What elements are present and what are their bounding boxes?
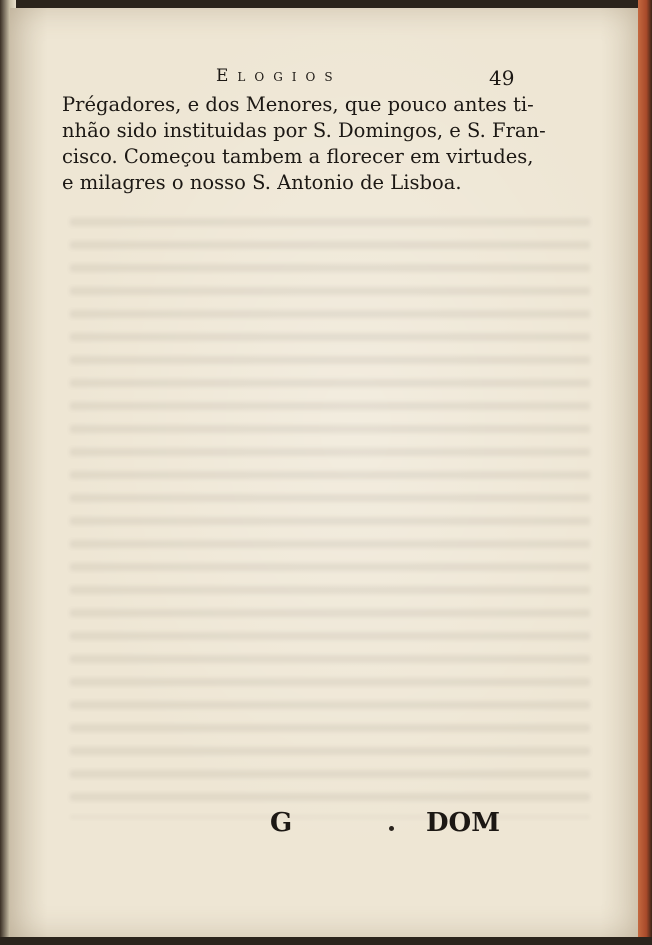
show-through-text xyxy=(70,218,590,818)
ink-dot xyxy=(389,826,394,831)
signature-mark: G xyxy=(270,808,293,838)
page-number: 49 xyxy=(489,66,515,90)
page-edge-red xyxy=(638,0,652,945)
body-line: cisco. Começou tambem a florecer em virtudes, xyxy=(62,145,534,168)
body-line: Prégadores, e dos Menores, que pouco antes ti- xyxy=(62,93,534,116)
bottom-edge xyxy=(0,937,652,945)
body-paragraph xyxy=(62,92,546,196)
running-header-title: Elogios xyxy=(216,66,342,86)
catchword: DOM xyxy=(426,808,500,838)
body-line: nhão sido instituidas por S. Domingos, e S. Fran- xyxy=(62,119,546,142)
body-line: e milagres o nosso S. Antonio de Lisboa. xyxy=(62,171,462,194)
